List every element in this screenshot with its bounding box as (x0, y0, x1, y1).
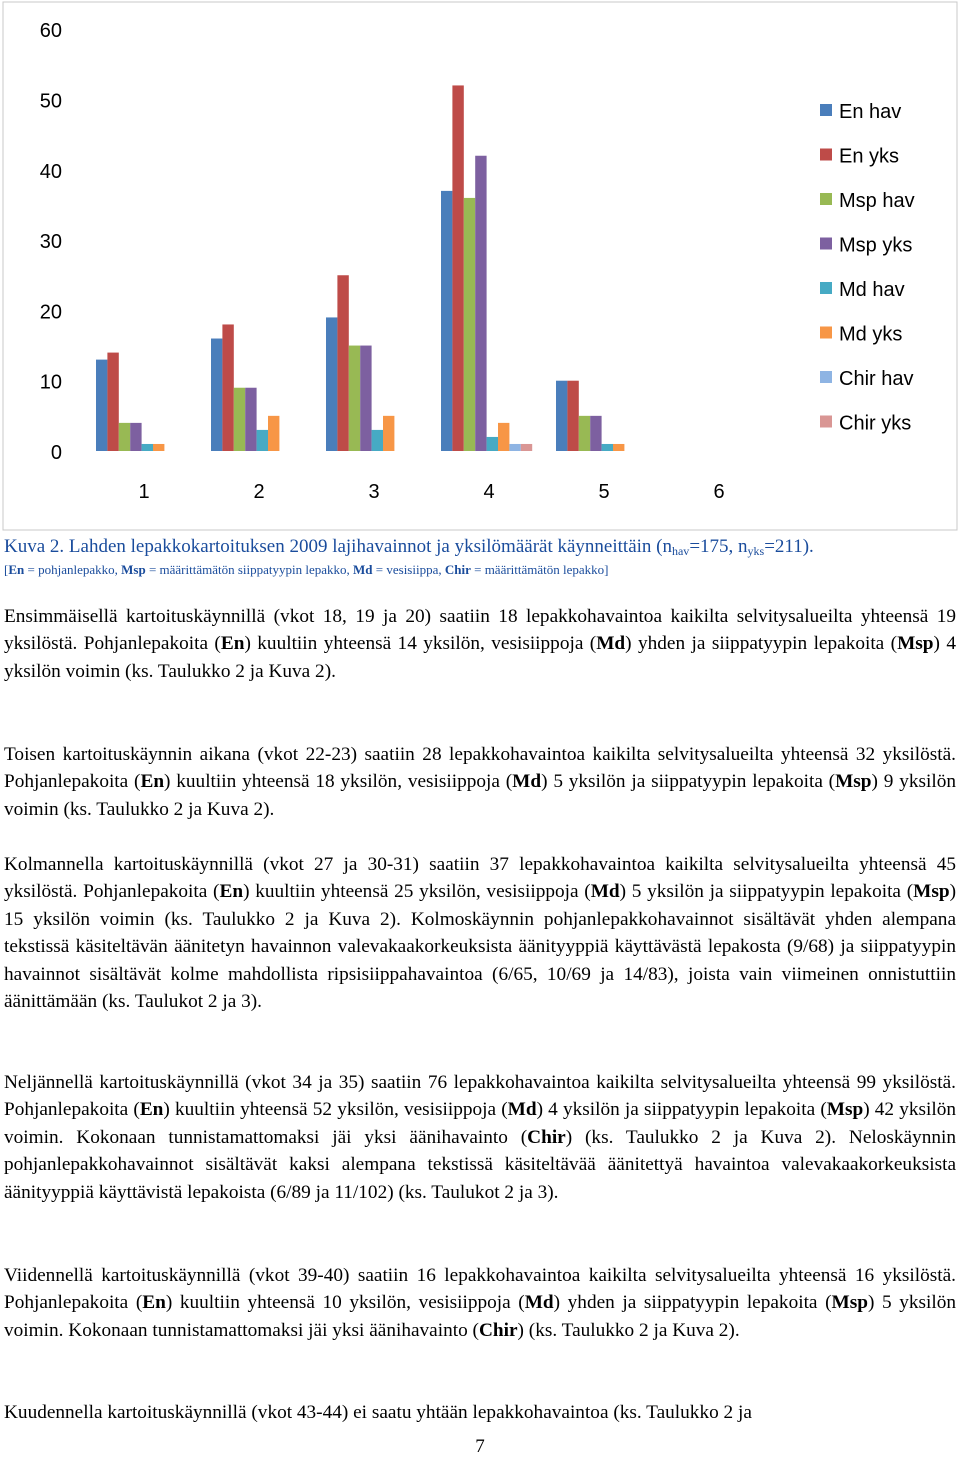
x-tick-label: 4 (483, 481, 495, 503)
text-run: ) 5 yksilön ja siippatyypin lepakoita ( (541, 771, 836, 793)
y-tick-label: 40 (39, 160, 62, 183)
legend-label: Md yks (839, 323, 903, 346)
abbr-en: En (139, 1099, 164, 1121)
x-tick-label: 2 (253, 481, 265, 503)
bar (142, 444, 153, 451)
bar (464, 198, 475, 451)
bar (509, 444, 520, 451)
x-tick-label: 5 (598, 481, 610, 503)
legend-swatch (820, 238, 832, 250)
y-tick-label: 20 (39, 301, 62, 324)
bar (487, 437, 498, 451)
abbr-en: En (142, 1292, 166, 1314)
y-tick-label: 10 (39, 371, 62, 394)
text-run: ) 4 yksilön voimin (ks. Taulukko 2 ja Kuva 2). (4, 633, 956, 682)
legend-swatch (820, 149, 832, 161)
text-run: Toisen kartoituskäynnin aikana (vkot 22-23) saatiin 28 lepakkohavaintoa kaikilta selvitysalueilta yhteensä 32 yksilöstä. Pohjanlepakoita ( (4, 744, 956, 793)
text-run: ) 4 yksilön ja siippatyypin lepakoita ( (536, 1099, 827, 1121)
paragraph-3 (4, 851, 956, 1015)
abbr-md: Md (596, 633, 626, 655)
bar (211, 339, 222, 451)
bar (579, 416, 590, 451)
y-tick-label: 50 (39, 90, 62, 113)
paragraph-5 (4, 1262, 956, 1344)
bar (360, 346, 371, 451)
bar (337, 275, 348, 451)
abbr-msp: Msp (835, 771, 872, 793)
legend-swatch (820, 282, 832, 294)
abbr-msp: Msp (121, 562, 146, 577)
abbr-msp: Msp (826, 1099, 864, 1121)
bar (383, 416, 394, 451)
paragraph-6 (4, 1399, 956, 1426)
paragraph-1 (4, 603, 956, 685)
text-run: Kuudennella kartoituskäynnillä (vkot 43-44) ei saatu yhtään lepakkohavaintoa (ks. Taulukko 2 ja (4, 1402, 752, 1423)
abbr-md: Md (512, 771, 542, 793)
abbr-en: En (140, 771, 165, 793)
text-run: ) 42 yksilön voimin. Kokonaan tunnistamattomaksi jäi yksi äänihavainto ( (4, 1099, 956, 1148)
figure-caption-legend (4, 561, 956, 579)
page-number: 7 (475, 1436, 485, 1457)
caption-def-md: = vesisiippa, (372, 562, 445, 577)
abbr-chir: Chir (444, 562, 471, 577)
text-run: ) (ks. Taulukko 2 ja Kuva 2). (517, 1319, 740, 1341)
caption-def-msp: = määrittämätön siippatyypin lepakko, (145, 562, 354, 577)
x-tick-label: 3 (368, 481, 380, 503)
legend-label: Chir yks (839, 412, 912, 435)
bar (567, 381, 578, 451)
abbr-en: En (8, 562, 25, 577)
legend-label: En yks (839, 145, 900, 168)
abbr-msp: Msp (897, 633, 934, 655)
bar (234, 388, 245, 451)
bar (590, 416, 601, 451)
legend-swatch (820, 371, 832, 383)
abbr-md: Md (353, 562, 373, 577)
bar (556, 381, 567, 451)
legend-label: Msp yks (839, 234, 913, 257)
paragraph-4 (4, 1069, 956, 1206)
bar (452, 85, 463, 451)
bar (349, 346, 360, 451)
x-tick-label: 1 (138, 481, 150, 503)
y-tick-label: 30 (39, 231, 62, 254)
text-run: ) kuultiin yhteensä 10 yksilön, vesisiippoja ( (165, 1292, 525, 1314)
abbr-en: En (219, 881, 244, 903)
abbr-md: Md (507, 1099, 537, 1121)
bar (153, 444, 164, 451)
caption-def-en: = pohjanlepakko, (24, 562, 122, 577)
chart-svg (0, 0, 960, 532)
y-tick-label: 60 (39, 20, 62, 43)
abbr-chir: Chir (527, 1126, 566, 1148)
text-run: ) 5 yksilön ja siippatyypin lepakoita ( (619, 881, 914, 903)
legend-swatch (820, 193, 832, 205)
bar (498, 423, 509, 451)
legend-swatch (820, 104, 832, 116)
x-tick-label: 6 (713, 481, 725, 503)
abbr-en: En (220, 633, 245, 655)
bar (372, 430, 383, 451)
bar (96, 360, 107, 451)
legend-swatch (820, 327, 832, 339)
bar-chart (0, 0, 960, 532)
text-run: ) 5 yksilön voimin. Kokonaan tunnistamattomaksi jäi yksi äänihavainto ( (4, 1292, 956, 1341)
caption-text-mid: =175, n (689, 536, 748, 557)
text-run: ) kuultiin yhteensä 25 yksilön, vesisiippoja ( (243, 881, 591, 903)
text-run: Neljännellä kartoituskäynnillä (vkot 34 ja 35) saatiin 76 lepakkohavaintoa kaikilta selvitysalueilta yhteensä 99 yksilöstä. Pohjanlepakoita ( (4, 1072, 956, 1121)
abbr-msp: Msp (831, 1292, 868, 1314)
bar (119, 423, 130, 451)
bar (222, 324, 233, 451)
abbr-msp: Msp (913, 881, 950, 903)
bar (257, 430, 268, 451)
text-run: Viidennellä kartoituskäynnillä (vkot 39-40) saatiin 16 lepakkohavaintoa kaikilta selvitysalueilta yhteensä 16 yksilöstä. Pohjanlepakoita ( (4, 1265, 956, 1314)
paragraph-2 (4, 741, 956, 823)
legend-label: Md hav (839, 279, 905, 301)
caption-text: Kuva 2. Lahden lepakkokartoituksen 2009 lajihavainnot ja yksilömäärät käynneittäin (n (4, 536, 672, 557)
legend-label: En hav (839, 101, 902, 123)
legend-label: Chir hav (839, 368, 914, 390)
bar (602, 444, 613, 451)
bar (613, 444, 624, 451)
caption-bracket: [ (4, 562, 9, 577)
text-run: ) 15 yksilön voimin (ks. Taulukko 2 ja Kuva 2). Kolmoskäynnin pohjanlepakkohavainnot sisältävät yhden alempana tekstissä käsiteltävän äänitetyn havainnon valevakaakorkeuksista äänityyppiä käyttävästä lepakosta (9/68) ja siippatyypin havainnot sisältävät kolme mahdollista ripsisiippahavaintoa (6/65, 10/69 ja 14/83), joista vain viimeinen onnistuttiin äänittämään (ks. Taulukot 2 ja 3). (4, 881, 956, 1013)
text-run: ) kuultiin yhteensä 52 yksilön, vesisiippoja ( (163, 1099, 508, 1121)
legend-swatch (820, 416, 832, 428)
figure-caption (4, 535, 956, 563)
text-run: ) yhden ja siippatyypin lepakoita ( (625, 633, 898, 655)
bar (245, 388, 256, 451)
abbr-md: Md (524, 1292, 554, 1314)
legend-label: Msp hav (839, 190, 915, 212)
text-run: ) kuultiin yhteensä 18 yksilön, vesisiippoja ( (164, 771, 513, 793)
caption-sub-hav: hav (671, 544, 690, 558)
caption-sub-yks: yks (747, 544, 765, 558)
bar (326, 317, 337, 451)
bar (521, 444, 532, 451)
y-tick-label: 0 (50, 442, 62, 464)
text-run: ) yhden ja siippatyypin lepakoita ( (553, 1292, 832, 1314)
text-run: ) (ks. Taulukko 2 ja Kuva 2). Neloskäynnin pohjanlepakkohavainnot sisältävät kaksi alempana tekstissä käsiteltävää äänitettyä havaintoa valevakaakorkeuksista äänityyppiä käyttävistä lepakoista (6/89 ja 11/102) (ks. Taulukot 2 ja 3). (4, 1126, 956, 1203)
abbr-chir: Chir (478, 1319, 518, 1341)
caption-def-chir: = määrittämätön lepakko] (470, 562, 609, 577)
bar (130, 423, 141, 451)
caption-text-end: =211). (764, 536, 814, 557)
text-run: ) 9 yksilön voimin (ks. Taulukko 2 ja Kuva 2). (4, 771, 956, 820)
bar (475, 156, 486, 451)
abbr-md: Md (590, 881, 620, 903)
bar (441, 191, 452, 451)
text-run: Kolmannella kartoituskäynnillä (vkot 27 ja 30-31) saatiin 37 lepakkohavaintoa kaikilta selvitysalueilta yhteensä 45 yksilöstä. Pohjanlepakoita ( (4, 854, 956, 903)
bar (107, 353, 118, 451)
text-run: ) kuultiin yhteensä 14 yksilön, vesisiippoja ( (244, 633, 597, 655)
bar (268, 416, 279, 451)
text-run: Ensimmäisellä kartoituskäynnillä (vkot 18, 19 ja 20) saatiin 18 lepakkohavaintoa kaikilta selvitysalueilta yhteensä 19 yksilöstä. Pohjanlepakoita ( (4, 606, 956, 655)
